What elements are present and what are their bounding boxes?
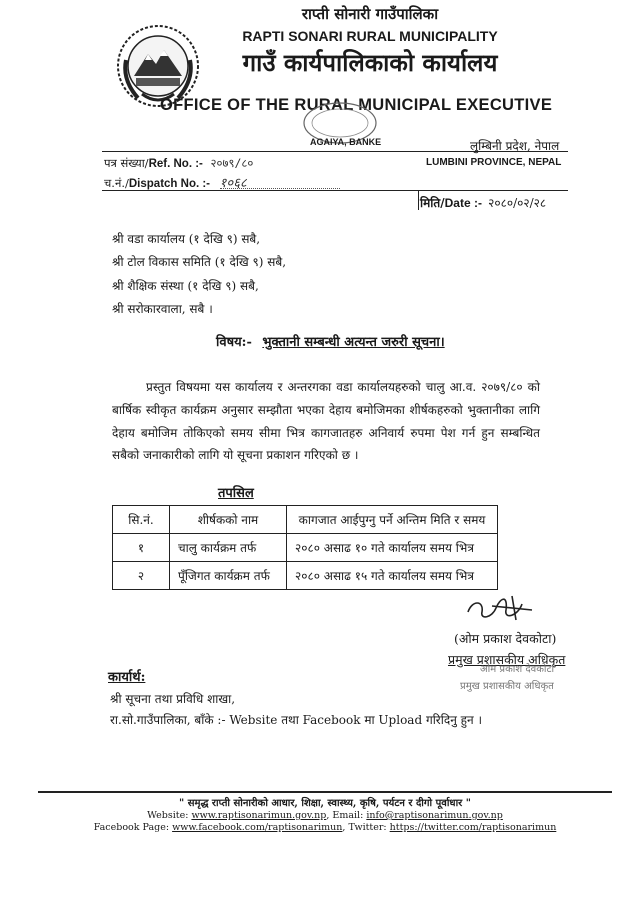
table-header-cell: शीर्षकको नाम xyxy=(170,506,287,534)
table-row xyxy=(113,534,498,562)
dispatch-underline xyxy=(220,188,340,189)
notice-paragraph: प्रस्तुत विषयमा यस कार्यालय र अन्तरगका वडा कार्यालयहरुको चालु आ.व. २०७९/८० को बार्षिक स्वीकृत कार्यक्रम अनुसार सम्झौता भएका देहाय बमोजिमका शीर्षकहरुको भुक्तानीका लागि देहाय बमोजिम तोकिएको समय सीमा भित्र कागजातहरु अनिवार्य रुपमा पेश गर्न हुन सम्बन्धित सबैको जनाकारीको लागि यो सूचना प्रकाशन गरिएको छ । xyxy=(112,380,540,463)
recipient-item: श्री वडा कार्यालय (१ देखि ९) सबै, xyxy=(112,232,261,246)
recipient-item: श्री टोल विकास समिति (१ देखि ९) सबै, xyxy=(112,255,287,270)
location-label: AGAIYA, BANKE xyxy=(310,137,382,147)
website-link[interactable]: www.raptisonarimun.gov.np xyxy=(191,810,327,821)
footer-motto: " समृद्ध राप्ती सोनारीको आधार, शिक्षा, स्वास्थ्य, कृषि, पर्यटन र दीगो पूर्वाधार " xyxy=(179,798,471,809)
signatory-title: प्रमुख प्रशासकीय अधिकृत xyxy=(448,652,566,667)
cc-line: रा.सो.गाउँपालिका, बाँके :- Website तथा Facebook मा Upload गरिदिनु हुन । xyxy=(110,713,483,727)
table-cell: २०८० असाढ १० गते कार्यालय समय भित्र xyxy=(287,534,498,562)
office-name-en: OFFICE OF THE RURAL MUNICIPAL EXECUTIVE xyxy=(160,96,553,114)
municipality-name-np: राप्ती सोनारी गाउँपालिका xyxy=(301,5,439,23)
twitter-link[interactable]: https://twitter.com/raptisonarimun xyxy=(389,822,557,833)
footer-divider xyxy=(38,791,612,793)
ref-number: पत्र संख्या/Ref. No. :- २०७९/८० xyxy=(104,156,254,170)
official-stamp-name: ओम प्रकाश देवकोटा xyxy=(480,664,555,675)
table-title: तपसिल xyxy=(218,486,254,501)
cc-line: श्री सूचना तथा प्रविधि शाखा, xyxy=(110,692,236,706)
header-divider xyxy=(102,151,568,152)
table-row xyxy=(113,562,498,590)
recipient-list xyxy=(112,228,286,322)
date-box-line xyxy=(418,190,419,210)
facebook-link[interactable]: www.facebook.com/raptisonarimun xyxy=(172,822,343,833)
table-cell: २०८० असाढ १५ गते कार्यालय समय भित्र xyxy=(287,562,498,590)
footer-social: Facebook Page: www.facebook.com/raptisonarimun, Twitter: https://twitter.com/raptisonarimun xyxy=(93,822,557,833)
signatory-name: (ओम प्रकाश देवकोटा) xyxy=(454,631,557,646)
ref-divider xyxy=(102,190,568,191)
table-header-row xyxy=(113,506,498,534)
schedule-table xyxy=(112,505,498,590)
cc-label: कार्यार्थ: xyxy=(108,670,146,685)
province-en: LUMBINI PROVINCE, NEPAL xyxy=(426,157,562,168)
table-cell: पूँजिगत कार्यक्रम तर्फ xyxy=(170,562,287,590)
table-cell: २ xyxy=(113,562,170,590)
recipient-item: श्री शैक्षिक संस्था (१ देखि ९) सबै, xyxy=(112,278,259,293)
official-stamp-title: प्रमुख प्रशासकीय अधिकृत xyxy=(460,681,554,692)
table-header-cell: कागजात आईपुग्नु पर्ने अन्तिम मिति र समय xyxy=(287,506,498,534)
office-name-np: गाउँ कार्यपालिकाको कार्यालय xyxy=(242,48,498,77)
footer-contact: Website: www.raptisonarimun.gov.np, Email: info@raptisonarimun.gov.np xyxy=(147,810,503,821)
municipality-name-en: RAPTI SONARI RURAL MUNICIPALITY xyxy=(242,28,498,44)
table-header-cell: सि.नं. xyxy=(113,506,170,534)
email-link[interactable]: info@raptisonarimun.gov.np xyxy=(366,810,503,821)
table-cell: १ xyxy=(113,534,170,562)
signature-scribble xyxy=(462,590,552,626)
recipient-item: श्री सरोकारवाला, सबै । xyxy=(112,302,213,317)
subject-line: विषय:- भुक्तानी सम्बन्धी अत्यन्त जरुरी सूचना। xyxy=(216,335,445,350)
dispatch-number: च.नं./Dispatch No. :- १०६८ xyxy=(104,176,247,191)
table-cell: चालु कार्यक्रम तर्फ xyxy=(170,534,287,562)
date-field: मिति/Date :- २०८०/०२/२८ xyxy=(420,196,547,210)
province-np: लुम्बिनी प्रदेश, नेपाल xyxy=(470,139,560,153)
